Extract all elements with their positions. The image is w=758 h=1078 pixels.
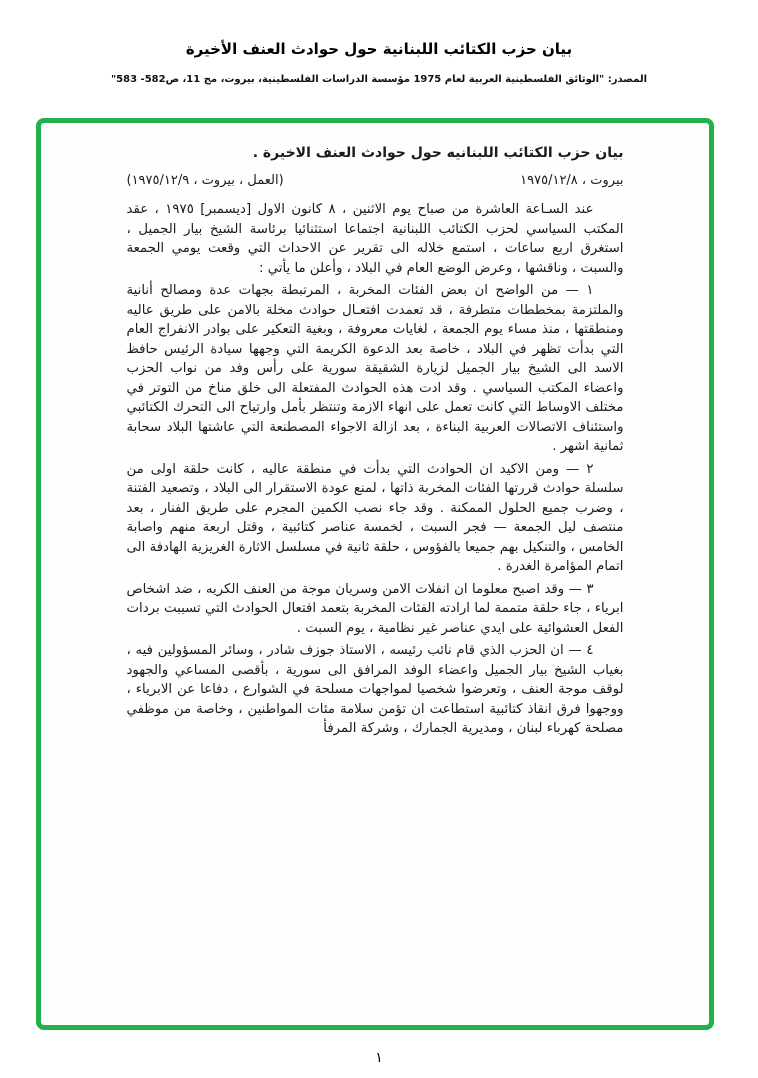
dateline-place-date: بيروت ، ١٩٧٥/١٢/٨	[520, 173, 624, 188]
document-dateline	[127, 173, 624, 188]
document-paragraph: ١ — من الواضح ان بعض الفئات المخربة ، المرتبطة بجهات عدة ومصالح أنانية والملتزمة بمخططات متطرفة ، قد تعمدت افتعـال حوادث مخلة بالامن على طريق عاليه ومنطقتها ، منذ مساء يوم الجمعة ، لغايات معروفة ، وبغية التعكير على بوادر الانفراج العام التي بدأت تظهر في البلاد ، خاصة بعد الدعوة الكريمة التي وجهها سيادة الرئيس حافظ الاسد الى الشيخ بيار الجميل لزيارة الشقيقة سورية على رأس وفد من نواب الحزب واعضاء المكتب السياسي . وقد ادت هذه الحوادث المفتعلة الى خلق مناخ من التوتر في مختلف الاوساط التي كانت تعمل على انهاء الازمة وتنتظر بأمل وارتياح الى التحرك الكتائبي واستئناف الاتصالات العربية البناءة ، بعد ازالة الاجواء المصطنعة التي عاشتها البلاد سحابة ثمانية اشهر .	[126, 283, 624, 454]
document-paragraph: عند السـاعة العاشرة من صباح يوم الاثنين ، ٨ كانون الاول [ديسمبر] ١٩٧٥ ، عقد المكتب السياسي لحزب الكتائب اللبنانية اجتماعا استثنائيا برئاسة الشيخ بيار الجميل ، استغرق اربع ساعات ، استمع خلاله الى تقرير عن الاحداث التي وقعت يومي الجمعة والسبت ، وناقشها ، وعرض الوضع العام في البلاد ، وأعلن ما يأتي :	[126, 202, 624, 276]
page-number: ١	[375, 1050, 383, 1066]
top-header	[0, 0, 758, 85]
document-paragraph: ٣ — وقد اصبح معلوما ان انفلات الامن وسريان موجة من العنف الكريه ، ضد اشخاص ابرياء ، جاء حلقة متممة لما ارادته الفئات المخربة بتعمد افتعال الحوادث التي تسببت بردات الفعل العشوائية على ايدي عناصر غير نظامية ، يوم السبت .	[126, 581, 624, 636]
source-citation: المصدر: "الوثائق الفلسطينية العربية لعام 1975 مؤسسة الدراسات الفلسطينية، بيروت، مج 11، ص582- 583"	[110, 74, 648, 85]
scanned-page	[36, 118, 714, 1030]
document-paragraph: ٢ — ومن الاكيد ان الحوادث التي بدأت في منطقة عاليه ، كانت حلقة اولى من سلسلة حوادث قررتها الفئات المخربة ذاتها ، لمنع عودة الاستقرار الى البلاد ، وتصعيد الفتنة ، وضرب جميع الحلول الممكنة . وقد جاء نصب الكمين المجرم على طريق الفنار ، بعد منتصف ليل الجمعة — فجر السبت ، لخمسة عناصر كتائبية ، وقتل اربعة منهم واصابة الخامس ، والتنكيل بهم جميعا بالفؤوس ، حلقة ثانية في مسلسل الاثارة الغريزية الهادفة الى اتمام المؤامرة الغدرة .	[126, 461, 624, 574]
document-body	[127, 200, 624, 739]
document-paragraph: ٤ — ان الحزب الذي قام نائب رئيسه ، الاستاذ جوزف شادر ، وسائر المسؤولين فيه ، بغياب الشيخ بيار الجميل واعضاء الوفد المرافق الى سورية ، بأقصى المساعي والجهود لوقف موجة العنف ، وتعرضوا شخصيا لمواجهات مسلحة في الشوارع ، دفاعا عن الابرياء ، ووجهوا فرق انقاذ كتائبية استطاعت ان تؤمن سلامة مئات المواطنين ، وخاصة من موظفي مصلحة كهرباء لبنان ، ومديرية الجمارك ، وشركة المرفأ	[126, 643, 624, 736]
document	[127, 145, 624, 739]
document-title: بيان حزب الكتائب اللبنانيه حول حوادث العنف الاخيرة .	[252, 145, 624, 161]
dateline-publication: (العمل ، بيروت ، ١٩٧٥/١٢/٩)	[126, 173, 284, 188]
page-title: بيان حزب الكتائب اللبنانية حول حوادث العنف الأخيرة	[185, 40, 573, 58]
